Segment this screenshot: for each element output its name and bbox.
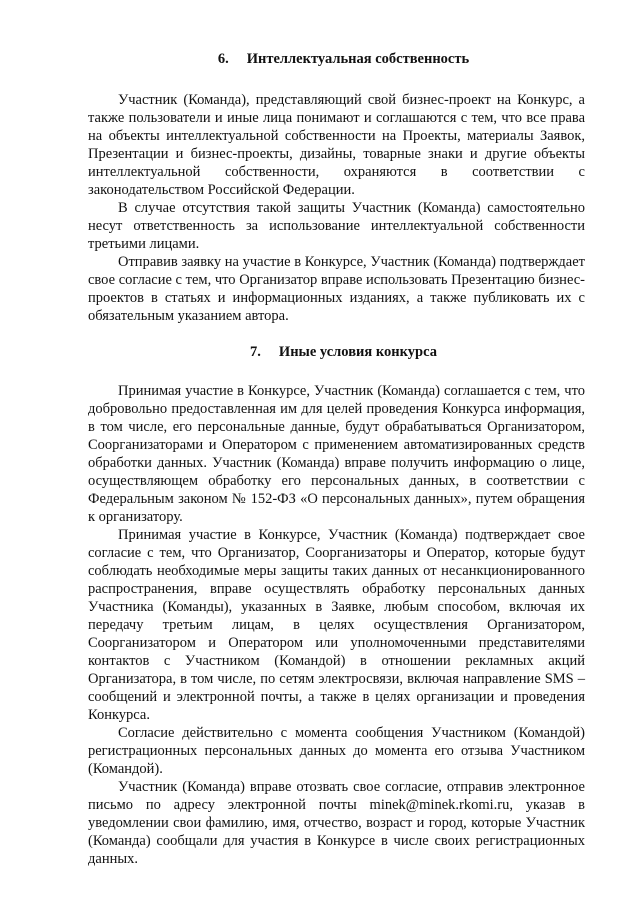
paragraph: Принимая участие в Конкурсе, Участник (Команда) подтверждает свое согласие с тем, что Организатор, Соорганизаторы и Оператор, которые будут соблюдать необходимые меры защиты таких данных от несанкционированного распространения, вправе осуществлять обработку персональных данных Участника (Команды), указанных в Заявке, любым способом, включая их передачу третьим лицам, в целях осуществления Организатором, Соорганизатором и Оператором или уполномоченными представителями контактов с Участником (Командой) в отношении рекламных акций Организатора, в том числе, по сетям электросвязи, включая направление SMS – сообщений и электронной почты, а также в целях организации и проведения Конкурса.	[88, 527, 585, 723]
paragraph: Согласие действительно с момента сообщения Участником (Командой) регистрационных персональных данных до момента его отзыва Участником (Командой).	[88, 725, 585, 777]
paragraph: Принимая участие в Конкурсе, Участник (Команда) соглашается с тем, что добровольно предоставленная им для целей проведения Конкурса информация, в том числе, его персональные данные, будут обрабатываться Организатором, Соорганизаторами и Оператором с применением автоматизированных средств обработки данных. Участник (Команда) вправе получить информацию о лице, осуществляющем обработку его персональных данных, в соответствии с Федеральным законом № 152-ФЗ «О персональных данных», путем обращения к организатору.	[88, 383, 585, 525]
section-7-title: Иные условия конкурса	[278, 344, 437, 360]
section-7-number: 7.	[250, 344, 261, 360]
paragraph: Отправив заявку на участие в Конкурсе, Участник (Команда) подтверждает свое согласие с тем, что Организатор вправе использовать Презентацию бизнес-проектов в статьях и информационных изданиях, а также публиковать их с обязательным указанием автора.	[88, 254, 585, 324]
section-6-body	[88, 91, 585, 325]
section-6-heading	[88, 50, 585, 69]
paragraph: Участник (Команда), представляющий свой бизнес-проект на Конкурс, а также пользователи и иные лица понимают и соглашаются с тем, что все права на объекты интеллектуальной собственности на Проекты, материалы Заявок, Презентации и бизнес-проекты, дизайны, товарные знаки и другие объекты интеллектуальной собственности, охраняются в соответствии с законодательством Российской Федерации.	[88, 92, 585, 198]
section-7-body	[88, 382, 585, 868]
section-6-title: Интеллектуальная собственность	[246, 51, 470, 67]
paragraph: В случае отсутствия такой защиты Участник (Команда) самостоятельно несут ответственность за использование интеллектуальной собственности третьими лицами.	[88, 200, 585, 252]
section-7-heading	[88, 343, 585, 362]
section-6-number: 6.	[217, 51, 229, 67]
page-content	[88, 50, 585, 868]
paragraph: Участник (Команда) вправе отозвать свое согласие, отправив электронное письмо по адресу электронной почты minek@minek.rkomi.ru, указав в уведомлении свои фамилию, имя, отчество, возраст и город, которые Участник (Команда) сообщали для участия в Конкурсе в числе своих регистрационных данных.	[88, 779, 585, 867]
